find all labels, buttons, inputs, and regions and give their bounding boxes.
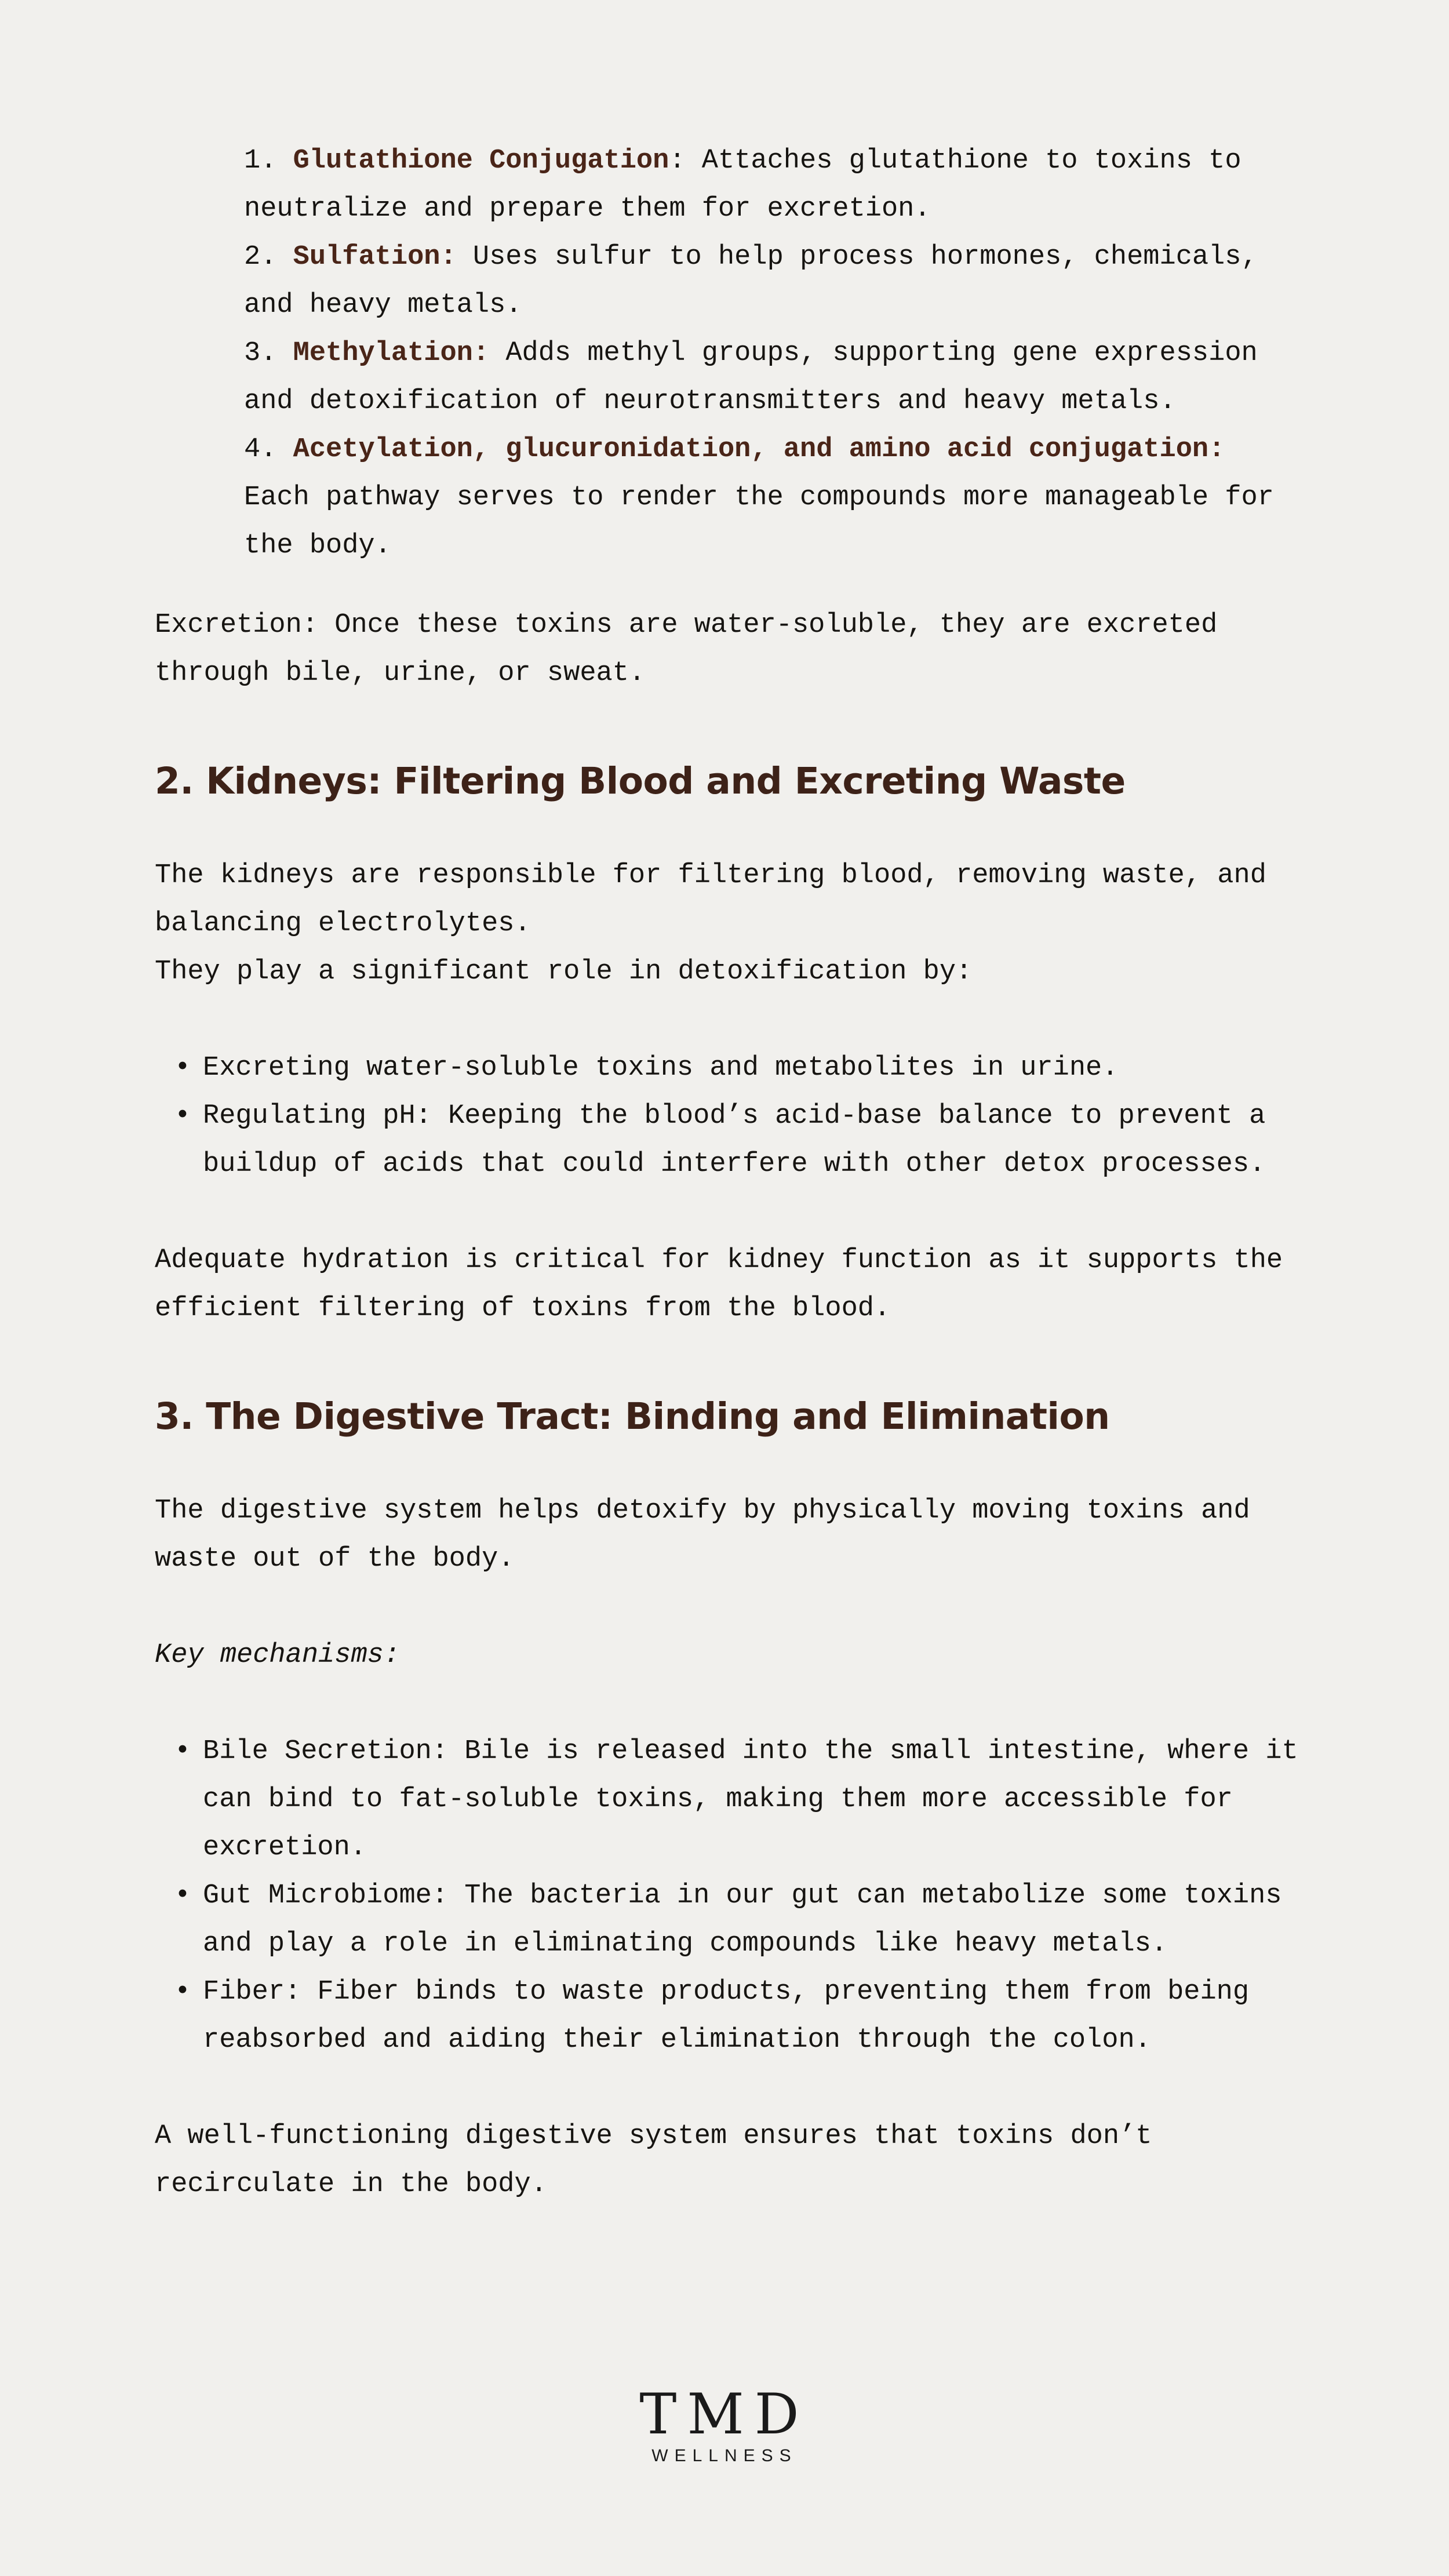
list-text: Uses sulfur to help process hormones, chemicals, and heavy metals. bbox=[244, 242, 1258, 321]
logo-mark: TMD bbox=[639, 2382, 810, 2447]
list-number: 2. bbox=[244, 242, 277, 272]
liver-pathways-list bbox=[244, 137, 1297, 570]
bullet-icon: • bbox=[174, 1977, 191, 2007]
list-item bbox=[174, 1968, 1314, 2064]
bullet-icon: • bbox=[174, 1101, 191, 1131]
digestive-bullet-list bbox=[174, 1727, 1314, 2064]
bullet-icon: • bbox=[174, 1053, 191, 1083]
list-term: Glutathione Conjugation bbox=[293, 145, 669, 176]
list-item bbox=[174, 1872, 1314, 1968]
digestive-intro: The digestive system helps detoxify by physically moving toxins and waste out of the body. bbox=[155, 1496, 1250, 1574]
list-text: Gut Microbiome: The bacteria in our gut can metabolize some toxins and play a role in eliminating compounds like heavy metals. bbox=[203, 1880, 1282, 1959]
list-term: Sulfation: bbox=[293, 242, 457, 272]
list-text: : Attaches glutathione to toxins to neutralize and prepare them for excretion. bbox=[244, 145, 1242, 224]
logo-subtitle: WELLNESS bbox=[651, 2446, 798, 2465]
list-item bbox=[174, 1727, 1314, 1872]
list-text: Adds methyl groups, supporting gene expression and detoxification of neurotransmitters and heavy metals. bbox=[244, 338, 1258, 417]
bullet-icon: • bbox=[174, 1736, 191, 1767]
list-text: Each pathway serves to render the compounds more manageable for the body. bbox=[244, 482, 1274, 561]
list-number: 4. bbox=[244, 434, 277, 465]
list-text: Fiber: Fiber binds to waste products, preventing them from being reabsorbed and aiding their elimination through the colon. bbox=[203, 1977, 1250, 2055]
excretion-paragraph: Excretion: Once these toxins are water-soluble, they are excreted through bile, urine, or sweat. bbox=[155, 610, 1218, 689]
list-term: Acetylation, glucuronidation, and amino acid conjugation: bbox=[293, 434, 1225, 465]
list-number: 1. bbox=[244, 145, 277, 176]
list-item bbox=[174, 1044, 1314, 1092]
digestive-closing: A well-functioning digestive system ensures that toxins don’t recirculate in the body. bbox=[155, 2121, 1152, 2200]
list-item bbox=[174, 1092, 1314, 1188]
list-text: Bile Secretion: Bile is released into the small intestine, where it can bind to fat-soluble toxins, making them more accessible for excretion. bbox=[203, 1736, 1298, 1863]
list-text: Regulating pH: Keeping the blood’s acid-base balance to prevent a buildup of acids that could interfere with other detox processes. bbox=[203, 1101, 1266, 1180]
key-mechanisms-label: Key mechanisms: bbox=[155, 1640, 401, 1671]
list-item bbox=[244, 329, 1297, 425]
tmd-wellness-logo bbox=[0, 2382, 1449, 2468]
digestive-heading: 3. The Digestive Tract: Binding and Elimination bbox=[155, 1395, 1110, 1438]
document-body bbox=[155, 137, 1314, 2208]
list-term: Methylation: bbox=[293, 338, 490, 369]
list-item bbox=[244, 233, 1297, 329]
list-text: Excreting water-soluble toxins and metabolites in urine. bbox=[203, 1053, 1119, 1083]
kidneys-heading: 2. Kidneys: Filtering Blood and Excreting Waste bbox=[155, 760, 1126, 802]
kidneys-closing: Adequate hydration is critical for kidney function as it supports the efficient filtering of toxins from the blood. bbox=[155, 1245, 1283, 1324]
kidneys-bullet-list bbox=[174, 1044, 1314, 1188]
list-number: 3. bbox=[244, 338, 277, 369]
list-item bbox=[244, 137, 1297, 233]
list-item bbox=[244, 425, 1297, 570]
bullet-icon: • bbox=[174, 1880, 191, 1911]
kidneys-intro-2: They play a significant role in detoxification by: bbox=[155, 956, 973, 987]
kidneys-intro: The kidneys are responsible for filtering blood, removing waste, and balancing electrolytes. bbox=[155, 860, 1266, 939]
